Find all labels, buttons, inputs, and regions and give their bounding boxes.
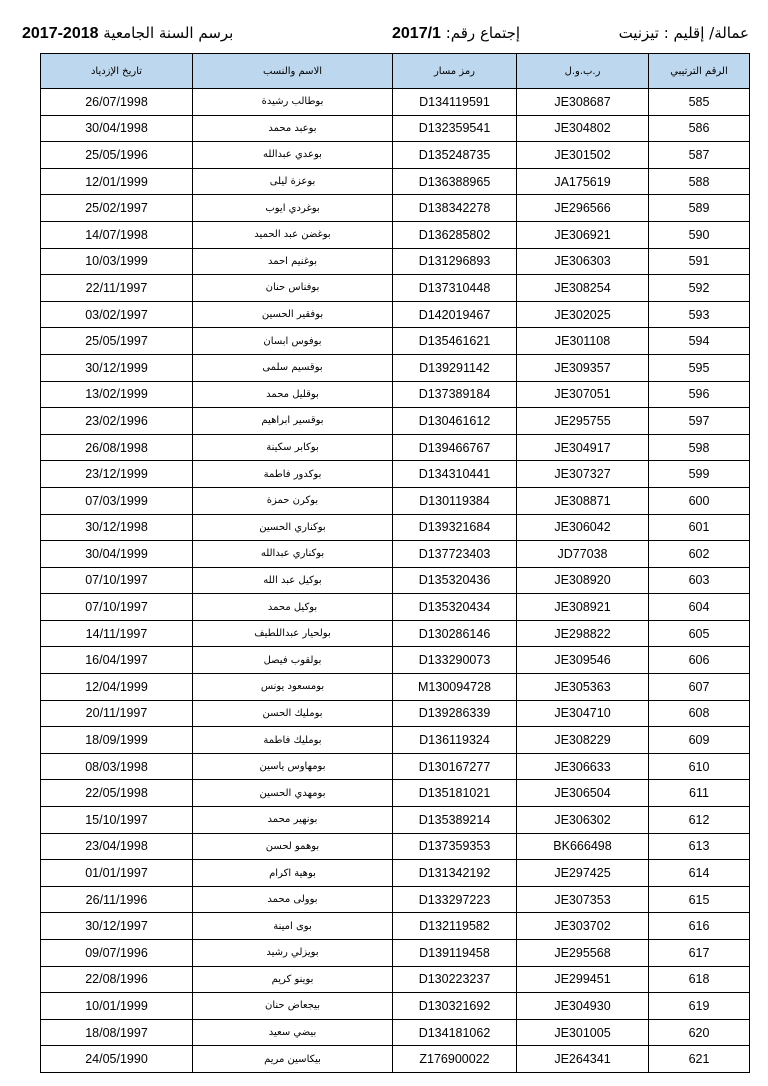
table-header-row [41,54,750,89]
massar-code-cell: D130119384 [393,487,517,514]
cin-cell: JE308921 [517,594,649,621]
table-body [41,89,750,1073]
province-heading: عمالة/ إقليم : تيزنيت [618,24,749,42]
serial-number-cell: 618 [649,966,750,993]
serial-number-cell: 600 [649,487,750,514]
table-row [41,115,750,142]
student-name-cell: بوقسيم سلمى [193,354,393,381]
cin-cell: BK666498 [517,833,649,860]
table-row [41,275,750,302]
massar-code-cell: D130223237 [393,966,517,993]
cin-cell: JE308229 [517,727,649,754]
student-name-cell: بوفقير الحسين [193,301,393,328]
student-name-cell: بومهاوس ياسين [193,753,393,780]
birth-date-cell: 30/04/1998 [41,115,193,142]
massar-code-cell: D135389214 [393,807,517,834]
table-row [41,913,750,940]
student-name-cell: بويزلي رشيد [193,940,393,967]
birth-date-cell: 26/08/1998 [41,434,193,461]
table-row [41,487,750,514]
student-name-cell: بوكابر سكينة [193,434,393,461]
cin-cell: JE299451 [517,966,649,993]
massar-code-cell: D130461612 [393,408,517,435]
table-row [41,381,750,408]
birth-date-cell: 07/10/1997 [41,567,193,594]
serial-number-cell: 588 [649,168,750,195]
birth-date-cell: 25/05/1996 [41,142,193,169]
massar-code-cell: D139119458 [393,940,517,967]
student-name-cell: بوكناري الحسين [193,514,393,541]
massar-code-cell: D139286339 [393,700,517,727]
serial-number-cell: 595 [649,354,750,381]
serial-number-cell: 610 [649,753,750,780]
cin-cell: JE306303 [517,248,649,275]
column-header-massar: رمز مسار [393,54,517,89]
table-row [41,1046,750,1073]
student-name-cell: بوهية اكرام [193,860,393,887]
cin-cell: JE304710 [517,700,649,727]
student-name-cell: بوى امينة [193,913,393,940]
serial-number-cell: 590 [649,221,750,248]
serial-number-cell: 589 [649,195,750,222]
cin-cell: JE308871 [517,487,649,514]
birth-date-cell: 22/08/1996 [41,966,193,993]
birth-date-cell: 10/03/1999 [41,248,193,275]
cin-cell: JE304930 [517,993,649,1020]
cin-cell: JE307353 [517,886,649,913]
birth-date-cell: 23/12/1999 [41,461,193,488]
student-name-cell: بونهير محمد [193,807,393,834]
birth-date-cell: 23/04/1998 [41,833,193,860]
birth-date-cell: 14/11/1997 [41,620,193,647]
massar-code-cell: D137359353 [393,833,517,860]
student-name-cell: بوغنيم احمد [193,248,393,275]
massar-code-cell: D138342278 [393,195,517,222]
cin-cell: JE295568 [517,940,649,967]
serial-number-cell: 620 [649,1019,750,1046]
table-row [41,807,750,834]
student-name-cell: بوكناري عبدالله [193,541,393,568]
birth-date-cell: 30/12/1998 [41,514,193,541]
serial-number-cell: 587 [649,142,750,169]
birth-date-cell: 22/11/1997 [41,275,193,302]
serial-number-cell: 593 [649,301,750,328]
massar-code-cell: D136388965 [393,168,517,195]
student-name-cell: بيجعاض حنان [193,993,393,1020]
birth-date-cell: 26/07/1998 [41,89,193,116]
student-name-cell: بوقسير ابراهيم [193,408,393,435]
birth-date-cell: 12/01/1999 [41,168,193,195]
serial-number-cell: 607 [649,674,750,701]
academic-year-label: برسم السنة الجامعية [103,24,234,42]
table-row [41,514,750,541]
serial-number-cell: 608 [649,700,750,727]
table-row [41,195,750,222]
cin-cell: JE306042 [517,514,649,541]
massar-code-cell: D135320436 [393,567,517,594]
cin-cell: JE264341 [517,1046,649,1073]
meeting-heading [392,24,520,43]
serial-number-cell: 614 [649,860,750,887]
document-header [22,24,749,46]
massar-code-cell: D137310448 [393,275,517,302]
table-row [41,328,750,355]
birth-date-cell: 13/02/1999 [41,381,193,408]
column-header-cin: ر.ب.و.ل [517,54,649,89]
birth-date-cell: 25/02/1997 [41,195,193,222]
birth-date-cell: 01/01/1997 [41,860,193,887]
serial-number-cell: 616 [649,913,750,940]
table-row [41,168,750,195]
serial-number-cell: 604 [649,594,750,621]
cin-cell: JE308920 [517,567,649,594]
birth-date-cell: 20/11/1997 [41,700,193,727]
column-header-birth-date: تاريخ الإزدياد [41,54,193,89]
serial-number-cell: 602 [649,541,750,568]
serial-number-cell: 597 [649,408,750,435]
cin-cell: JE295755 [517,408,649,435]
serial-number-cell: 596 [649,381,750,408]
table-row [41,301,750,328]
table-row [41,753,750,780]
student-name-cell: بوغردي ايوب [193,195,393,222]
birth-date-cell: 09/07/1996 [41,940,193,967]
massar-code-cell: D133290073 [393,647,517,674]
table-row [41,567,750,594]
birth-date-cell: 08/03/1998 [41,753,193,780]
serial-number-cell: 619 [649,993,750,1020]
table-row [41,354,750,381]
birth-date-cell: 25/05/1997 [41,328,193,355]
cin-cell: JE307327 [517,461,649,488]
cin-cell: JE306302 [517,807,649,834]
cin-cell: JE303702 [517,913,649,940]
table-row [41,541,750,568]
table-row [41,1019,750,1046]
massar-code-cell: D130321692 [393,993,517,1020]
table-row [41,408,750,435]
massar-code-cell: D142019467 [393,301,517,328]
massar-code-cell: D130167277 [393,753,517,780]
birth-date-cell: 16/04/1997 [41,647,193,674]
cin-cell: JE304917 [517,434,649,461]
birth-date-cell: 18/09/1999 [41,727,193,754]
table-row [41,886,750,913]
serial-number-cell: 599 [649,461,750,488]
student-name-cell: بوكدور فاطمة [193,461,393,488]
table-row [41,833,750,860]
student-name-cell: بومسعود يونس [193,674,393,701]
massar-code-cell: D135248735 [393,142,517,169]
massar-code-cell: M130094728 [393,674,517,701]
column-header-name: الاسم والنسب [193,54,393,89]
cin-cell: JE306633 [517,753,649,780]
serial-number-cell: 612 [649,807,750,834]
student-name-cell: بوعزة ليلى [193,168,393,195]
massar-code-cell: D131342192 [393,860,517,887]
serial-number-cell: 613 [649,833,750,860]
student-name-cell: بوفوس ابسان [193,328,393,355]
table-row [41,940,750,967]
student-name-cell: بوفناس حنان [193,275,393,302]
student-name-cell: بوكيل محمد [193,594,393,621]
serial-number-cell: 621 [649,1046,750,1073]
student-roster-table [40,53,750,1073]
meeting-label: إجتماع رقم: [445,24,521,42]
serial-number-cell: 592 [649,275,750,302]
student-name-cell: بوينو كريم [193,966,393,993]
table-row [41,674,750,701]
birth-date-cell: 10/01/1999 [41,993,193,1020]
cin-cell: JD77038 [517,541,649,568]
table-row [41,142,750,169]
birth-date-cell: 15/10/1997 [41,807,193,834]
serial-number-cell: 603 [649,567,750,594]
academic-year-value: 2018-2017 [22,25,99,42]
birth-date-cell: 18/08/1997 [41,1019,193,1046]
serial-number-cell: 615 [649,886,750,913]
cin-cell: JE307051 [517,381,649,408]
table-row [41,89,750,116]
student-name-cell: بيضي سعيد [193,1019,393,1046]
serial-number-cell: 609 [649,727,750,754]
student-name-cell: بومليك الحسن [193,700,393,727]
student-name-cell: بومهدي الحسين [193,780,393,807]
massar-code-cell: D132359541 [393,115,517,142]
cin-cell: JE304802 [517,115,649,142]
table-row [41,966,750,993]
massar-code-cell: D134181062 [393,1019,517,1046]
massar-code-cell: D134119591 [393,89,517,116]
table-row [41,727,750,754]
cin-cell: JE309357 [517,354,649,381]
serial-number-cell: 594 [649,328,750,355]
cin-cell: JE301005 [517,1019,649,1046]
serial-number-cell: 606 [649,647,750,674]
massar-code-cell: D135181021 [393,780,517,807]
birth-date-cell: 23/02/1996 [41,408,193,435]
table-row [41,780,750,807]
birth-date-cell: 30/12/1997 [41,913,193,940]
table-row [41,700,750,727]
birth-date-cell: 22/05/1998 [41,780,193,807]
table-row [41,993,750,1020]
cin-cell: JE297425 [517,860,649,887]
massar-code-cell: D136285802 [393,221,517,248]
table-row [41,620,750,647]
cin-cell: JE308687 [517,89,649,116]
birth-date-cell: 14/07/1998 [41,221,193,248]
student-name-cell: بومليك فاطمة [193,727,393,754]
student-name-cell: بوهمو لحسن [193,833,393,860]
massar-code-cell: D130286146 [393,620,517,647]
student-name-cell: بولحيار عبداللطيف [193,620,393,647]
column-header-serial: الرقم الترتيبي [649,54,750,89]
student-name-cell: بوعبد محمد [193,115,393,142]
student-name-cell: بوطالب رشيدة [193,89,393,116]
table-row [41,221,750,248]
serial-number-cell: 585 [649,89,750,116]
serial-number-cell: 611 [649,780,750,807]
massar-code-cell: D135320434 [393,594,517,621]
cin-cell: JE298822 [517,620,649,647]
cin-cell: JE309546 [517,647,649,674]
academic-year-heading [22,24,233,43]
student-name-cell: بولقوب فيصل [193,647,393,674]
birth-date-cell: 26/11/1996 [41,886,193,913]
table-row [41,860,750,887]
table-row [41,594,750,621]
serial-number-cell: 586 [649,115,750,142]
birth-date-cell: 30/12/1999 [41,354,193,381]
massar-code-cell: D139291142 [393,354,517,381]
student-name-cell: بوغضن عبد الحميد [193,221,393,248]
massar-code-cell: D134310441 [393,461,517,488]
massar-code-cell: Z176900022 [393,1046,517,1073]
cin-cell: JE305363 [517,674,649,701]
massar-code-cell: D136119324 [393,727,517,754]
birth-date-cell: 30/04/1999 [41,541,193,568]
massar-code-cell: D132119582 [393,913,517,940]
massar-code-cell: D131296893 [393,248,517,275]
table-row [41,461,750,488]
massar-code-cell: D133297223 [393,886,517,913]
serial-number-cell: 601 [649,514,750,541]
birth-date-cell: 07/03/1999 [41,487,193,514]
cin-cell: JE296566 [517,195,649,222]
serial-number-cell: 598 [649,434,750,461]
table-row [41,647,750,674]
massar-code-cell: D137389184 [393,381,517,408]
meeting-number: 2017/1 [392,25,441,42]
birth-date-cell: 12/04/1999 [41,674,193,701]
cin-cell: JE302025 [517,301,649,328]
massar-code-cell: D137723403 [393,541,517,568]
table-row [41,248,750,275]
massar-code-cell: D135461621 [393,328,517,355]
student-name-cell: بوكيل عبد الله [193,567,393,594]
birth-date-cell: 03/02/1997 [41,301,193,328]
cin-cell: JE301502 [517,142,649,169]
serial-number-cell: 591 [649,248,750,275]
massar-code-cell: D139321684 [393,514,517,541]
cin-cell: JE301108 [517,328,649,355]
student-name-cell: بيكاسين مريم [193,1046,393,1073]
massar-code-cell: D139466767 [393,434,517,461]
student-name-cell: بوقليل محمد [193,381,393,408]
student-name-cell: بوعدي عبدالله [193,142,393,169]
cin-cell: JE308254 [517,275,649,302]
cin-cell: JE306921 [517,221,649,248]
table-row [41,434,750,461]
serial-number-cell: 617 [649,940,750,967]
birth-date-cell: 24/05/1990 [41,1046,193,1073]
student-name-cell: بوكرن حمزة [193,487,393,514]
cin-cell: JE306504 [517,780,649,807]
cin-cell: JA175619 [517,168,649,195]
birth-date-cell: 07/10/1997 [41,594,193,621]
serial-number-cell: 605 [649,620,750,647]
student-name-cell: بوولى محمد [193,886,393,913]
